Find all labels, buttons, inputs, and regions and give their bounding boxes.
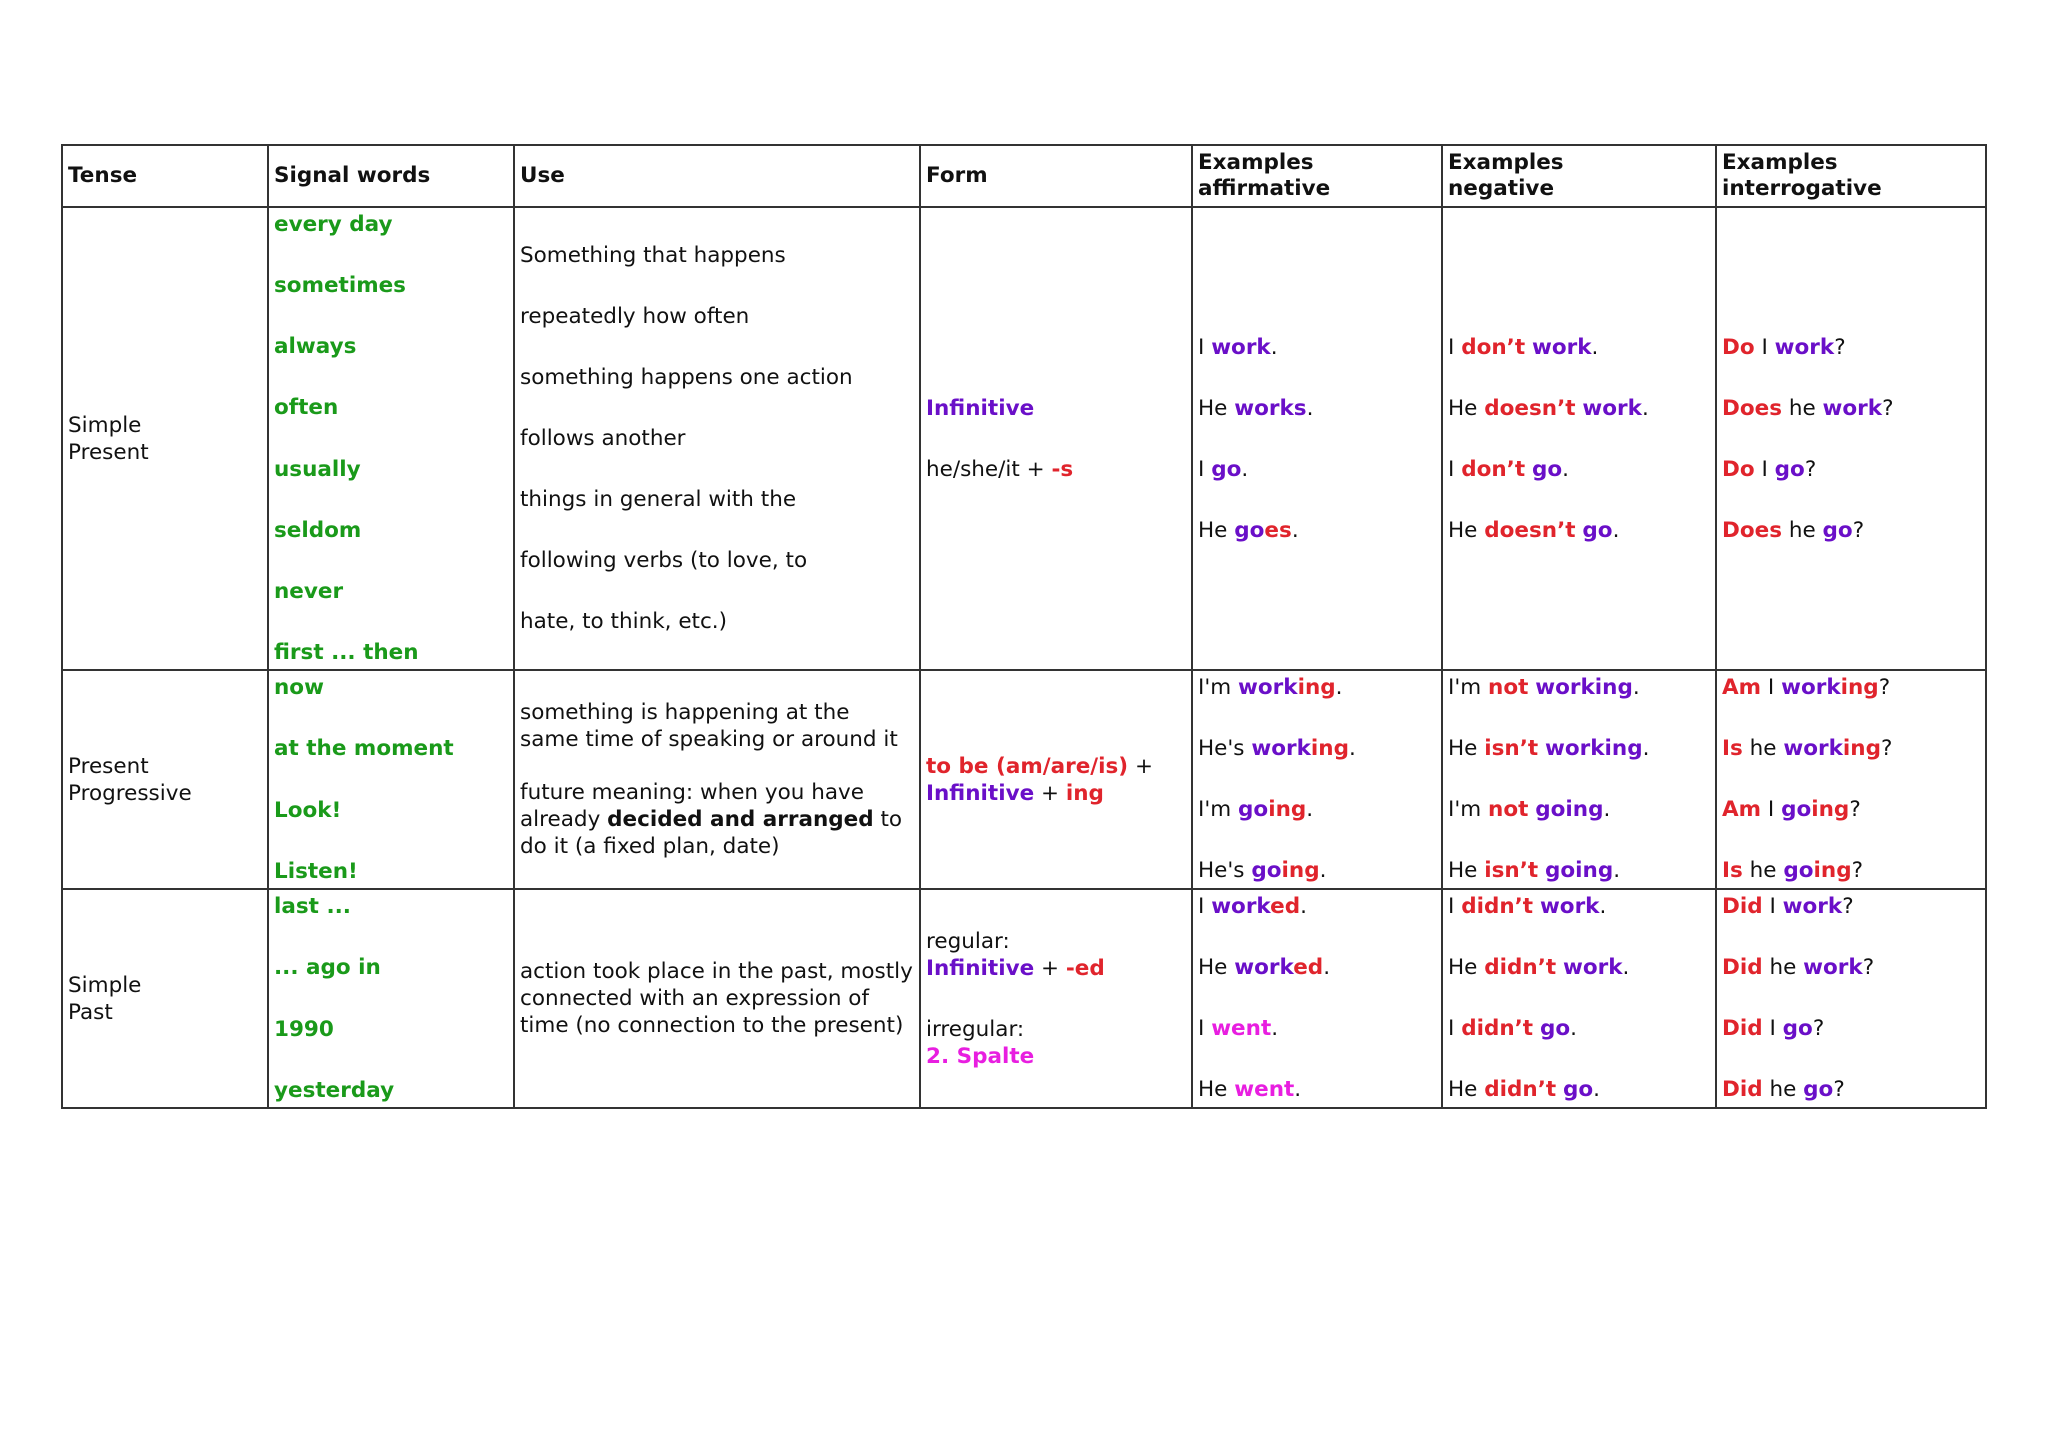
signal-words-cell — [268, 670, 514, 889]
interrogative-cell — [1716, 207, 1986, 670]
form-cell: to be (am/are/is) + Infinitive + ing — [920, 670, 1192, 889]
example-suffix: ing — [1811, 797, 1850, 822]
header-examples-affirmative: Examples affirmative — [1192, 145, 1442, 207]
example-auxiliary: doesn’t — [1484, 395, 1576, 421]
example-sentence — [1198, 456, 1436, 483]
example-punctuation: ? — [1852, 517, 1865, 543]
example-sentence — [1448, 456, 1710, 483]
interrogative-cell — [1716, 889, 1986, 1108]
use-line: following verbs (to love, to — [520, 548, 808, 573]
example-auxiliary: Is — [1722, 858, 1743, 883]
signal-word: Look! — [274, 797, 342, 823]
example-auxiliary: Am — [1722, 675, 1762, 700]
interrogative-cell — [1716, 670, 1986, 889]
example-punctuation: . — [1599, 894, 1607, 919]
form-subjects: he/she/it + — [926, 456, 1045, 482]
example-subject: He — [1198, 517, 1228, 543]
example-sentence — [1722, 334, 1980, 361]
example-punctuation: . — [1622, 955, 1630, 980]
example-verb: work — [1822, 395, 1883, 421]
example-sentence — [1722, 1076, 1980, 1103]
example-punctuation: . — [1612, 517, 1620, 543]
affirmative-cell — [1192, 207, 1442, 670]
example-auxiliary: Did — [1722, 1016, 1763, 1041]
header-row — [62, 145, 1986, 207]
example-auxiliary: don’t — [1461, 334, 1526, 360]
header-use: Use — [514, 145, 920, 207]
example-subject: he — [1749, 736, 1777, 761]
example-subject: I'm — [1448, 675, 1482, 700]
form-suffix: -s — [1051, 456, 1074, 482]
example-verb: go — [1531, 456, 1563, 482]
example-auxiliary: didn’t — [1461, 1016, 1534, 1041]
example-verb: work — [1234, 955, 1294, 980]
affirmative-cell — [1192, 670, 1442, 889]
example-suffix: ing — [1297, 675, 1336, 700]
example-verb: went — [1234, 1077, 1295, 1102]
form-infinitive: Infinitive — [926, 780, 1035, 806]
example-subject: he — [1749, 858, 1777, 883]
tense-cell: Simple Present — [62, 207, 268, 670]
example-verb: working — [1535, 675, 1633, 700]
form-cell — [920, 207, 1192, 670]
tense-cell: Present Progressive — [62, 670, 268, 889]
example-verb: work — [1211, 334, 1271, 360]
example-punctuation: . — [1562, 456, 1569, 482]
example-subject: he — [1769, 955, 1797, 980]
tenses-table — [61, 144, 1987, 1109]
example-subject: He — [1448, 517, 1478, 543]
signal-words-cell — [268, 889, 514, 1108]
example-sentence — [1448, 954, 1710, 981]
use-line: Something that happens — [520, 243, 786, 268]
example-verb: work — [1251, 736, 1311, 761]
signal-word: Listen! — [274, 858, 358, 884]
row-simple-present — [62, 207, 1986, 670]
header-tense: Tense — [62, 145, 268, 207]
example-auxiliary: Does — [1722, 517, 1782, 543]
example-subject: I — [1198, 1016, 1205, 1041]
example-verb: go — [1783, 858, 1814, 883]
use-line: hate, to think, etc.) — [520, 609, 728, 634]
example-suffix: ing — [1842, 736, 1881, 761]
example-sentence — [1198, 395, 1436, 422]
example-sentence — [1198, 1076, 1436, 1103]
example-subject: He — [1448, 1077, 1478, 1102]
example-auxiliary: not — [1488, 797, 1529, 822]
signal-word: never — [274, 578, 344, 604]
form-suffix: -ed — [1065, 955, 1105, 981]
example-punctuation: . — [1603, 797, 1611, 822]
example-punctuation: . — [1593, 1077, 1601, 1102]
example-sentence — [1722, 395, 1980, 422]
example-verb: go — [1782, 1016, 1813, 1041]
example-verb: working — [1545, 736, 1643, 761]
example-verb: work — [1782, 894, 1843, 919]
example-punctuation: . — [1306, 395, 1314, 421]
example-verb: go — [1211, 456, 1242, 482]
signal-word: 1990 — [274, 1016, 334, 1042]
example-auxiliary: doesn’t — [1484, 517, 1576, 543]
example-sentence — [1722, 517, 1980, 544]
example-auxiliary: isn’t — [1484, 858, 1539, 883]
signal-word: every day — [274, 212, 393, 237]
example-subject: I — [1761, 334, 1768, 360]
signal-word: at the moment — [274, 736, 454, 762]
signal-word: now — [274, 675, 324, 700]
form-irregular-column: 2. Spalte — [926, 1043, 1035, 1069]
example-subject: He — [1198, 1077, 1228, 1102]
example-auxiliary: not — [1488, 675, 1529, 700]
example-verb: went — [1211, 1016, 1272, 1041]
example-punctuation: ? — [1834, 334, 1846, 360]
example-punctuation: ? — [1842, 894, 1854, 919]
example-subject: I'm — [1198, 797, 1232, 822]
signal-word: last ... — [274, 894, 351, 919]
example-sentence — [1448, 735, 1710, 762]
example-punctuation: ? — [1880, 736, 1893, 761]
example-punctuation: ? — [1851, 858, 1864, 883]
form-suffix: ing — [1065, 780, 1104, 806]
example-verb: going — [1545, 858, 1614, 883]
example-subject: I — [1448, 894, 1455, 919]
example-sentence — [1722, 954, 1980, 981]
example-punctuation: . — [1306, 797, 1314, 822]
example-sentence — [1722, 456, 1980, 483]
example-subject: He — [1448, 858, 1478, 883]
example-suffix: ing — [1281, 858, 1320, 883]
example-verb: work — [1582, 395, 1642, 421]
form-infinitive: Infinitive — [926, 395, 1035, 421]
row-present-progressive — [62, 670, 1986, 889]
example-punctuation: . — [1323, 955, 1331, 980]
example-punctuation: . — [1348, 736, 1356, 761]
example-verb: go — [1539, 1016, 1571, 1041]
example-punctuation: ? — [1882, 395, 1894, 421]
example-sentence — [1722, 1015, 1980, 1042]
example-subject: I — [1448, 1016, 1455, 1041]
example-subject: I — [1198, 894, 1205, 919]
example-sentence — [1198, 517, 1436, 544]
example-suffix: ing — [1310, 736, 1349, 761]
example-verb: go — [1774, 456, 1805, 482]
example-punctuation: ? — [1812, 1016, 1825, 1041]
example-subject: I — [1767, 675, 1775, 700]
example-auxiliary: Does — [1722, 395, 1782, 421]
example-subject: I — [1448, 456, 1455, 482]
example-subject: I'm — [1448, 797, 1482, 822]
example-auxiliary: isn’t — [1484, 736, 1539, 761]
example-sentence — [1198, 674, 1436, 701]
row-simple-past — [62, 889, 1986, 1108]
example-verb: go — [1822, 517, 1853, 543]
example-punctuation: . — [1319, 858, 1327, 883]
example-verb: go — [1582, 517, 1613, 543]
example-verb: go — [1251, 858, 1282, 883]
example-subject: I — [1761, 456, 1768, 482]
example-verb: work — [1211, 894, 1271, 919]
use-cell — [514, 670, 920, 889]
use-cell — [514, 207, 920, 670]
example-auxiliary: Is — [1722, 736, 1743, 761]
example-subject: He — [1198, 955, 1228, 980]
example-punctuation: ? — [1833, 1077, 1845, 1102]
example-punctuation: . — [1241, 456, 1249, 482]
example-sentence — [1722, 674, 1980, 701]
example-punctuation: ? — [1804, 456, 1817, 482]
example-verb: work — [1539, 894, 1600, 919]
example-verb: work — [1803, 955, 1863, 980]
signal-word: ... ago in — [274, 955, 381, 981]
header-signal-words: Signal words — [268, 145, 514, 207]
example-subject: I'm — [1198, 675, 1232, 700]
example-auxiliary: Do — [1722, 456, 1755, 482]
example-sentence — [1722, 857, 1980, 884]
example-punctuation: ? — [1849, 797, 1861, 822]
signal-word: sometimes — [274, 273, 406, 299]
example-subject: He's — [1198, 858, 1245, 883]
example-sentence — [1722, 735, 1980, 762]
example-auxiliary: Am — [1722, 797, 1762, 822]
example-punctuation: . — [1335, 675, 1343, 700]
form-regular-label: regular: — [926, 928, 1010, 954]
example-punctuation: . — [1300, 894, 1307, 919]
example-sentence — [1198, 334, 1436, 361]
use-line: repeatedly how often — [520, 304, 750, 329]
example-verb: go — [1781, 797, 1812, 822]
example-sentence — [1198, 796, 1436, 823]
example-punctuation: ? — [1862, 955, 1875, 980]
example-punctuation: . — [1641, 395, 1649, 421]
example-subject: I — [1198, 334, 1205, 360]
negative-cell — [1442, 207, 1716, 670]
example-verb: go — [1238, 797, 1269, 822]
example-subject: He's — [1198, 736, 1245, 761]
example-subject: I — [1448, 334, 1455, 360]
example-sentence — [1198, 1015, 1436, 1042]
use-line: something happens one action — [520, 365, 853, 390]
example-verb: work — [1781, 675, 1841, 700]
example-suffix: es — [1264, 517, 1292, 543]
form-to-be: to be (am/are/is) — [926, 753, 1129, 779]
example-punctuation: . — [1591, 334, 1599, 360]
use-text: future meaning: when you have already decided and arranged to do it (a fixed plan, date) — [520, 780, 903, 859]
example-sentence — [1198, 893, 1436, 920]
form-irregular-label: irregular: — [926, 1016, 1025, 1042]
example-sentence — [1198, 735, 1436, 762]
example-verb: go — [1234, 517, 1265, 543]
example-subject: I — [1767, 797, 1775, 822]
example-subject: he — [1769, 1077, 1797, 1102]
example-subject: he — [1788, 517, 1816, 543]
example-subject: I — [1769, 894, 1776, 919]
example-sentence — [1448, 1076, 1710, 1103]
example-sentence — [1448, 1015, 1710, 1042]
example-punctuation: . — [1294, 1077, 1302, 1102]
tense-cell: Simple Past — [62, 889, 268, 1108]
example-auxiliary: Did — [1722, 1077, 1763, 1102]
example-suffix: ing — [1813, 858, 1852, 883]
example-punctuation: . — [1271, 1016, 1279, 1041]
header-form: Form — [920, 145, 1192, 207]
example-auxiliary: Did — [1722, 894, 1763, 919]
signal-word: usually — [274, 456, 361, 482]
example-subject: I — [1769, 1016, 1776, 1041]
negative-cell — [1442, 670, 1716, 889]
example-verb: works — [1234, 395, 1307, 421]
example-auxiliary: didn’t — [1484, 1077, 1557, 1102]
header-examples-negative: Examples negative — [1442, 145, 1716, 207]
use-line: follows another — [520, 426, 686, 451]
signal-words-cell — [268, 207, 514, 670]
example-punctuation: . — [1291, 517, 1299, 543]
use-text: action took place in the past, mostly connected with an expression of time (no connection to the present) — [520, 959, 913, 1038]
example-verb: going — [1535, 797, 1604, 822]
affirmative-cell — [1192, 889, 1442, 1108]
negative-cell — [1442, 889, 1716, 1108]
example-punctuation: . — [1642, 736, 1650, 761]
header-examples-interrogative: Examples interrogative — [1716, 145, 1986, 207]
example-sentence — [1448, 395, 1710, 422]
example-subject: He — [1448, 395, 1478, 421]
signal-word: always — [274, 334, 357, 360]
example-auxiliary: Did — [1722, 955, 1763, 980]
example-sentence — [1448, 674, 1710, 701]
example-auxiliary: Do — [1722, 334, 1755, 360]
example-suffix: ed — [1293, 955, 1324, 980]
form-cell: regular: Infinitive + -ed irregular: 2. Spalte — [920, 889, 1192, 1108]
example-punctuation: ? — [1878, 675, 1891, 700]
example-verb: work — [1774, 334, 1835, 360]
example-punctuation: . — [1570, 1016, 1577, 1041]
example-auxiliary: don’t — [1461, 456, 1526, 482]
example-punctuation: . — [1632, 675, 1640, 700]
example-sentence — [1722, 893, 1980, 920]
example-suffix: ing — [1268, 797, 1307, 822]
signal-word: seldom — [274, 517, 362, 543]
example-suffix: ing — [1840, 675, 1879, 700]
example-suffix: ed — [1270, 894, 1301, 919]
example-auxiliary: didn’t — [1484, 955, 1557, 980]
signal-word: yesterday — [274, 1077, 395, 1103]
example-auxiliary: didn’t — [1461, 894, 1534, 919]
example-sentence — [1448, 796, 1710, 823]
example-punctuation: . — [1270, 334, 1278, 360]
example-punctuation: . — [1613, 858, 1621, 883]
example-verb: work — [1238, 675, 1298, 700]
example-verb: work — [1531, 334, 1592, 360]
example-sentence — [1722, 796, 1980, 823]
signal-word: often — [274, 395, 339, 421]
example-subject: He — [1448, 955, 1478, 980]
form-infinitive: Infinitive — [926, 955, 1035, 981]
example-subject: He — [1198, 395, 1228, 421]
signal-word: first ... then — [274, 639, 419, 665]
example-subject: I — [1198, 456, 1205, 482]
use-line: things in general with the — [520, 487, 797, 512]
example-sentence — [1448, 517, 1710, 544]
use-text: something is happening at the same time of speaking or around it — [520, 700, 898, 752]
example-verb: go — [1563, 1077, 1594, 1102]
example-sentence — [1448, 334, 1710, 361]
example-subject: he — [1788, 395, 1816, 421]
example-verb: go — [1803, 1077, 1834, 1102]
example-verb: work — [1783, 736, 1843, 761]
use-cell — [514, 889, 920, 1108]
example-sentence — [1198, 954, 1436, 981]
example-subject: He — [1448, 736, 1478, 761]
example-sentence — [1198, 857, 1436, 884]
example-verb: work — [1563, 955, 1623, 980]
example-sentence — [1448, 893, 1710, 920]
example-sentence — [1448, 857, 1710, 884]
